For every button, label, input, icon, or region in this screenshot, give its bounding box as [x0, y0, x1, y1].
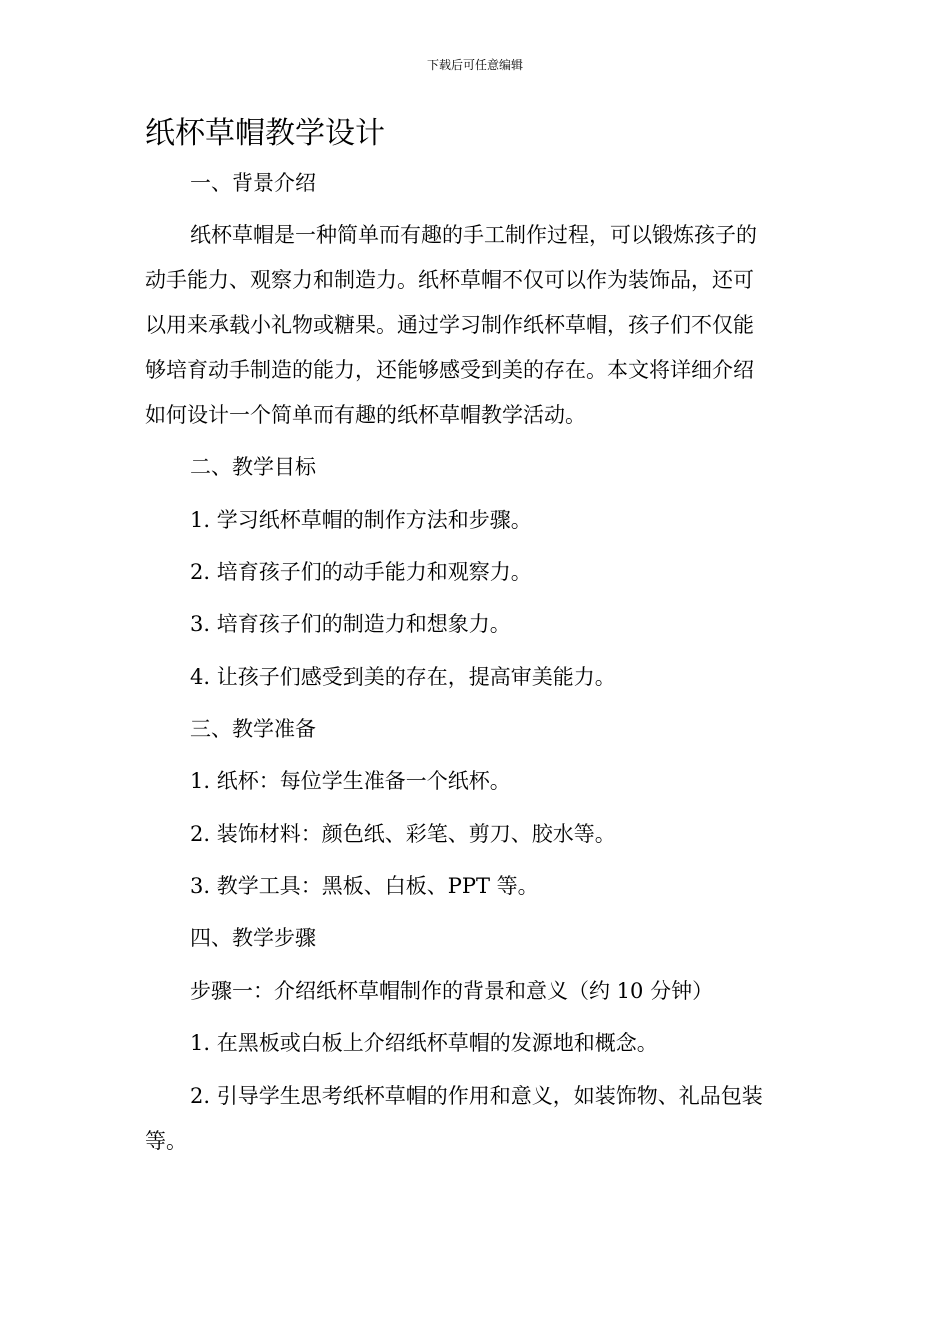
- list-item: 4. 让孩子们感受到美的存在，提高审美能力。: [190, 665, 616, 689]
- list-item-continuation: 等。: [145, 1129, 187, 1153]
- list-item: 2. 装饰材料：颜色纸、彩笔、剪刀、胶水等。: [190, 822, 616, 846]
- list-item: 1. 在黑板或白板上介绍纸杯草帽的发源地和概念。: [190, 1031, 658, 1055]
- paragraph-line: 纸杯草帽是一种简单而有趣的手工制作过程，可以锻炼孩子的: [190, 223, 757, 247]
- paragraph-line: 以用来承载小礼物或糖果。通过学习制作纸杯草帽，孩子们不仅能: [145, 313, 754, 337]
- step-title: 步骤一：介绍纸杯草帽制作的背景和意义（约 10 分钟）: [190, 979, 714, 1003]
- page-header: 下载后可任意编辑: [426, 58, 523, 72]
- list-item: 2. 培育孩子们的动手能力和观察力。: [190, 560, 532, 584]
- paragraph-line: 如何设计一个简单而有趣的纸杯草帽教学活动。: [145, 403, 586, 427]
- section-heading-preparation: 三、教学准备: [190, 717, 316, 741]
- list-item: 1. 纸杯：每位学生准备一个纸杯。: [190, 769, 511, 793]
- list-item: 2. 引导学生思考纸杯草帽的作用和意义，如装饰物、礼品包装: [190, 1084, 763, 1108]
- paragraph-line: 动手能力、观察力和制造力。纸杯草帽不仅可以作为装饰品，还可: [145, 268, 754, 292]
- list-item: 1. 学习纸杯草帽的制作方法和步骤。: [190, 508, 532, 532]
- list-item: 3. 培育孩子们的制造力和想象力。: [190, 612, 511, 636]
- list-item: 3. 教学工具：黑板、白板、PPT 等。: [190, 874, 539, 898]
- section-heading-steps: 四、教学步骤: [190, 926, 316, 950]
- section-heading-goals: 二、教学目标: [190, 455, 316, 479]
- section-heading-background: 一、背景介绍: [190, 171, 316, 195]
- document-title: 纸杯草帽教学设计: [145, 116, 385, 151]
- paragraph-line: 够培育动手制造的能力，还能够感受到美的存在。本文将详细介绍: [145, 358, 754, 382]
